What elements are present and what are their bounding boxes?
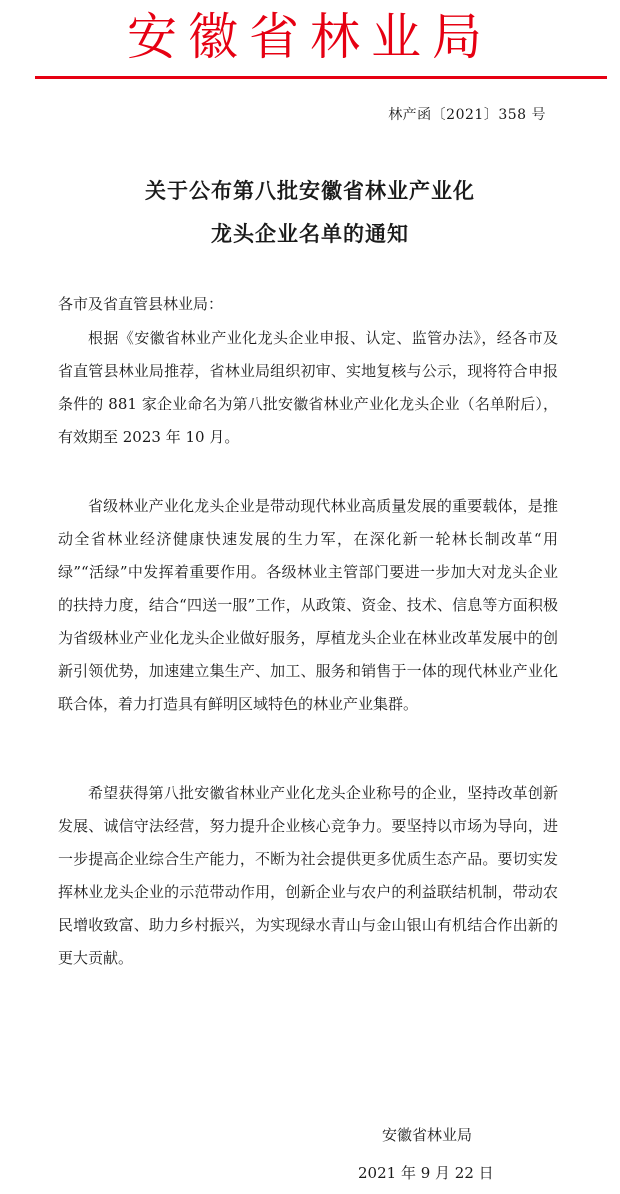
notice-title-line-2: 龙头企业名单的通知	[211, 222, 409, 246]
body-paragraph-1: 根据《安徽省林业产业化龙头企业申报、认定、监管办法》，经各市及省直管县林业局推荐，省林业局组织初审、实地复核与公示，现将符合申报条件的 881 家企业命名为第八批安徽省林业产业化龙头企业（名单附后），有效期至 2023 年 10 月。	[58, 329, 558, 446]
issue-date: 2021 年 9 月 22 日	[358, 1164, 494, 1182]
masthead-divider	[35, 76, 607, 79]
document-number: 林产函〔2021〕358 号	[388, 107, 546, 123]
masthead-title: 安徽省林业局	[127, 8, 493, 66]
body-paragraph-2: 省级林业产业化龙头企业是带动现代林业高质量发展的重要载体，是推动全省林业经济健康快速发展的生力军，在深化新一轮林长制改革“用绿”“活绿”中发挥着重要作用。各级林业主管部门要进一步加大对龙头企业的扶持力度，结合“四送一服”工作，从政策、资金、技术、信息等方面积极为省级林业产业化龙头企业做好服务，厚植龙头企业在林业改革发展中的创新引领优势，加速建立集生产、加工、服务和销售于一体的现代林业产业化联合体，着力打造具有鲜明区域特色的林业产业集群。	[58, 497, 558, 713]
body-paragraph-3: 希望获得第八批安徽省林业产业化龙头企业称号的企业，坚持改革创新发展、诚信守法经营，努力提升企业核心竞争力。要坚持以市场为导向，进一步提高企业综合生产能力，不断为社会提供更多优质生态产品。要切实发挥林业龙头企业的示范带动作用，创新企业与农户的利益联结机制，带动农民增收致富、助力乡村振兴，为实现绿水青山与金山银山有机结合作出新的更大贡献。	[58, 784, 558, 967]
addressee: 各市及省直管县林业局：	[58, 295, 224, 313]
notice-title-line-1: 关于公布第八批安徽省林业产业化	[145, 179, 475, 203]
issuing-authority: 安徽省林业局	[382, 1126, 473, 1144]
